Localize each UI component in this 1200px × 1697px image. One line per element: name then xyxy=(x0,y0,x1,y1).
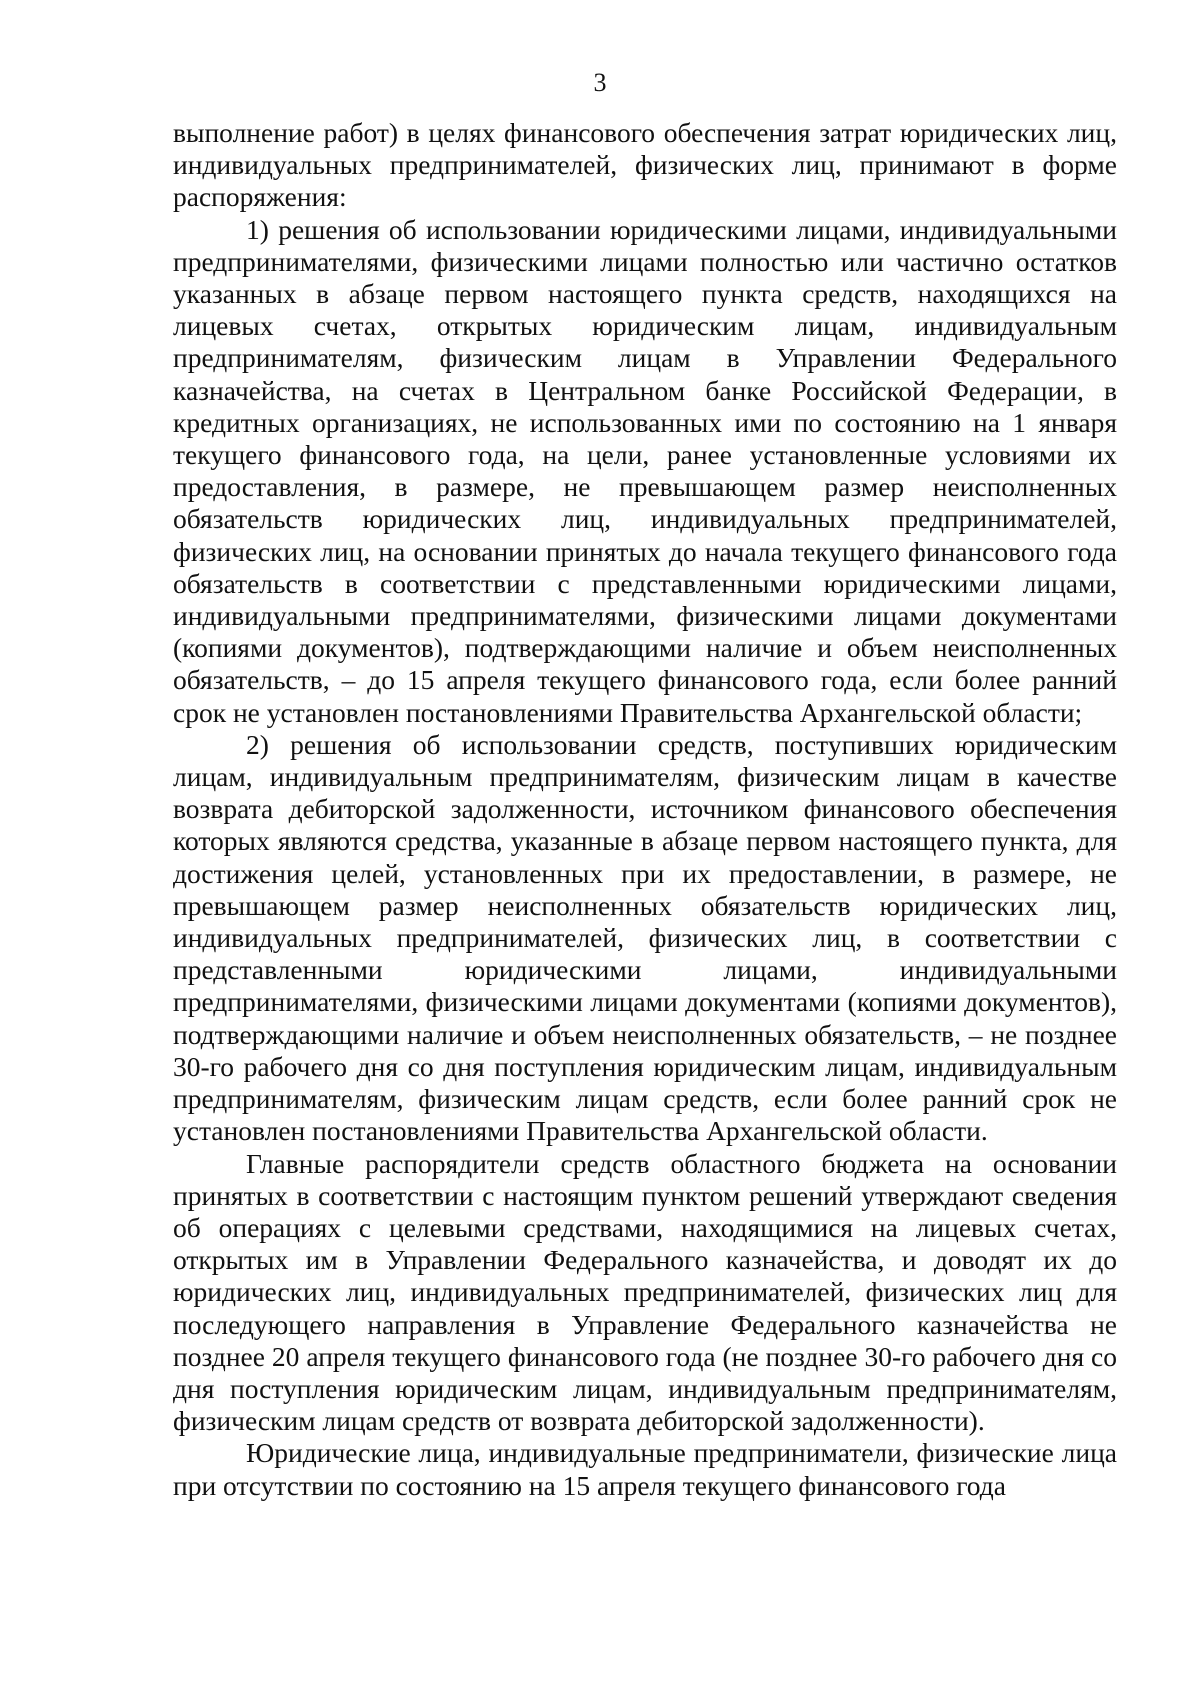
paragraph-legal-entities: Юридические лица, индивидуальные предприниматели, физические лица при отсутствии по состоянию на 15 апреля текущего финансового года xyxy=(173,1437,1117,1501)
paragraph-item-2: 2) решения об использовании средств, поступивших юридическим лицам, индивидуальным предпринимателям, физическим лицам в качестве возврата дебиторской задолженности, источником финансового обеспечения которых являются средства, указанные в абзаце первом настоящего пункта, для достижения целей, установленных при их предоставлении, в размере, не превышающем размер неисполненных обязательств юридических лиц, индивидуальных предпринимателей, физических лиц, в соответствии с представленными юридическими лицами, индивидуальными предпринимателями, физическими лицами документами (копиями документов), подтверждающими наличие и объем неисполненных обязательств, – не позднее 30-го рабочего дня со дня поступления юридическим лицам, индивидуальным предпринимателям, физическим лицам средств, если более ранний срок не установлен постановлениями Правительства Архангельской области. xyxy=(173,728,1117,1147)
paragraph-item-1: 1) решения об использовании юридическими лицами, индивидуальными предпринимателями, физическими лицами полностью или частично остатков указанных в абзаце первом настоящего пункта средств, находящихся на лицевых счетах, открытых юридическим лицам, индивидуальным предпринимателям, физическим лицам в Управлении Федерального казначейства, на счетах в Центральном банке Российской Федерации, в кредитных организациях, не использованных ими по состоянию на 1 января текущего финансового года, на цели, ранее установленные условиями их предоставления, в размере, не превышающем размер неисполненных обязательств юридических лиц, индивидуальных предпринимателей, физических лиц, на основании принятых до начала текущего финансового года обязательств в соответствии с представленными юридическими лицами, индивидуальными предпринимателями, физическими лицами документами (копиями документов), подтверждающими наличие и объем неисполненных обязательств, – до 15 апреля текущего финансового года, если более ранний срок не установлен постановлениями Правительства Архангельской области; xyxy=(173,213,1117,728)
document-body xyxy=(173,117,1117,1502)
page-number: 3 xyxy=(593,68,607,97)
paragraph-main-administrators: Главные распорядители средств областного бюджета на основании принятых в соответствии с настоящим пунктом решений утверждают сведения об операциях с целевыми средствами, находящимися на лицевых счетах, открытых им в Управлении Федерального казначейства, и доводят их до юридических лиц, индивидуальных предпринимателей, физических лиц для последующего направления в Управление Федерального казначейства не позднее 20 апреля текущего финансового года (не позднее 30-го рабочего дня со дня поступления юридическим лицам, индивидуальным предпринимателям, физическим лицам средств от возврата дебиторской задолженности). xyxy=(173,1147,1117,1437)
paragraph-continuation: выполнение работ) в целях финансового обеспечения затрат юридических лиц, индивидуальных предпринимателей, физических лиц, принимают в форме распоряжения: xyxy=(173,117,1117,213)
